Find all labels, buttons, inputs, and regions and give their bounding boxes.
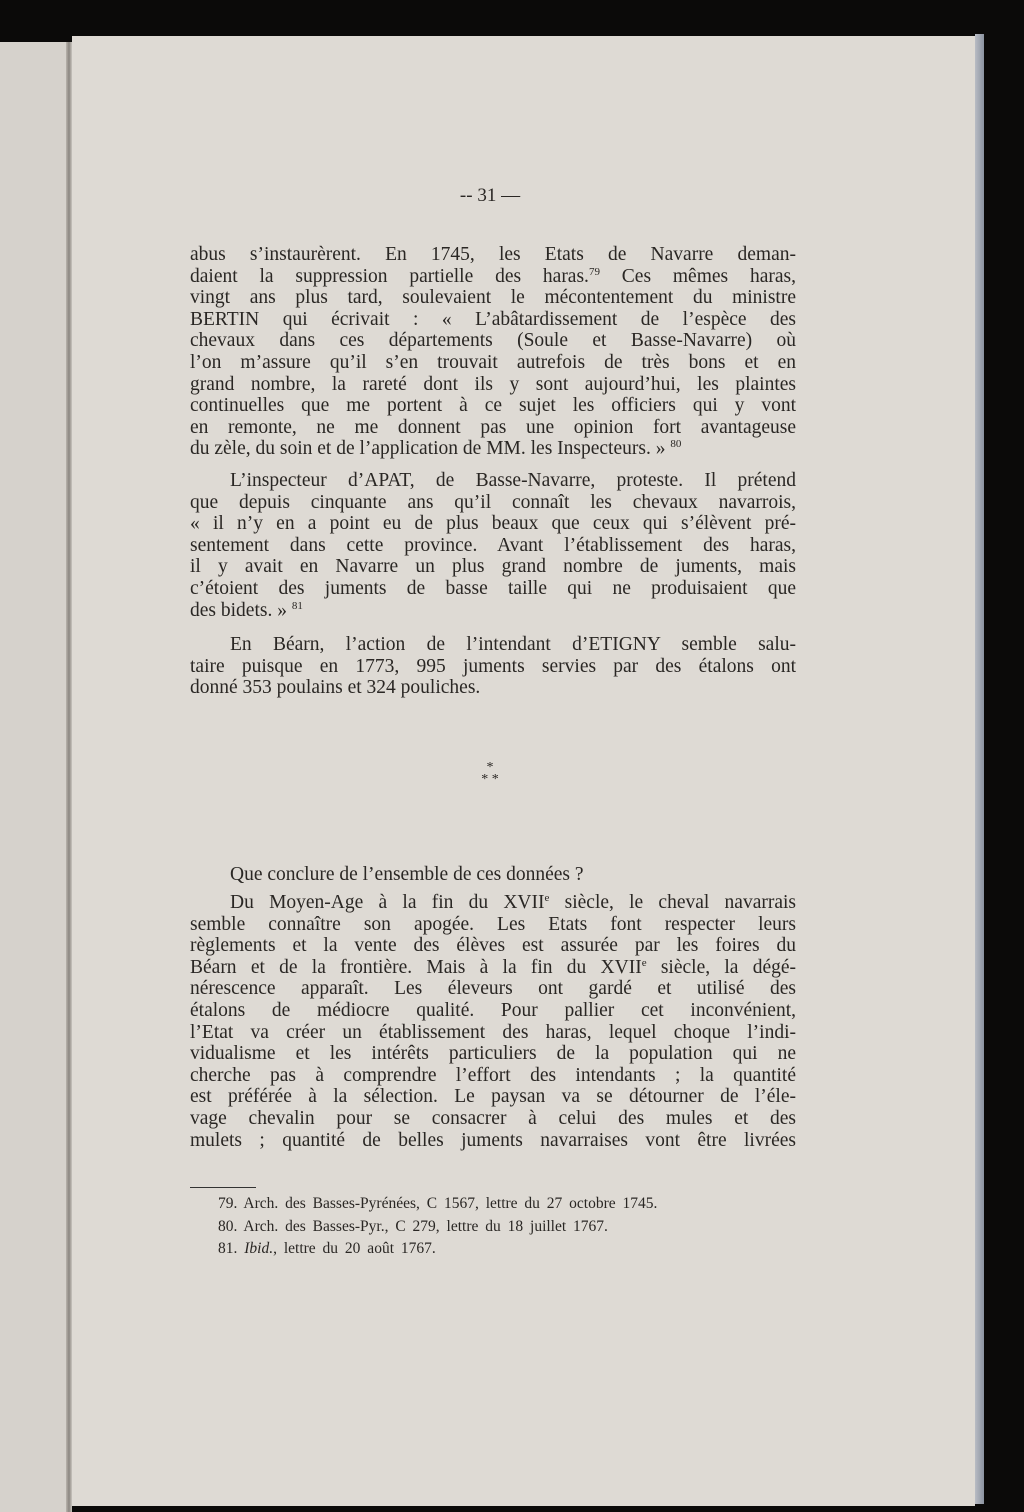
text-segment: daient la suppression partielle des haras. xyxy=(190,265,589,287)
text-segment: l’Etat va créer un établissement des haras, lequel choque l’indi- xyxy=(190,1021,796,1043)
text-segment: des bidets. » xyxy=(190,599,292,621)
text-segment: chevaux dans ces départements (Soule et Basse-Navarre) où xyxy=(190,330,796,352)
text-segment: Ces mêmes haras, xyxy=(599,265,796,287)
text-line xyxy=(190,1022,796,1044)
text-segment: siècle, la dégé- xyxy=(646,956,796,978)
text-line xyxy=(190,417,796,439)
footnote-rule xyxy=(190,1187,256,1188)
text-segment: c’étoient des juments de basse taille qui ne produisaient que xyxy=(190,578,796,599)
page-number: -- 31 — xyxy=(459,185,521,206)
text-segment: taire puisque en 1773, 995 juments servies par des étalons ont xyxy=(190,655,796,677)
text-segment: L’inspecteur d’APAT, de Basse-Navarre, proteste. Il prétend xyxy=(230,470,796,491)
footnote-reference: e xyxy=(641,956,647,969)
footnote xyxy=(218,1239,436,1259)
footnote xyxy=(218,1194,657,1214)
text-segment: continuelles que me portent à ce sujet les officiers qui y vont xyxy=(190,395,796,417)
text-segment: étalons de médiocre qualité. Pour pallier cet inconvénient, xyxy=(190,1000,796,1021)
text-line xyxy=(190,438,796,460)
text-segment: est préférée à la sélection. Le paysan va se détourner de l’éle- xyxy=(190,1086,796,1108)
facing-page xyxy=(0,42,70,1512)
footnote-text: Arch. des Basses-Pyr., C 279, lettre du 18 juillet 1767. xyxy=(243,1217,608,1235)
text-segment: En Béarn, l’action de l’intendant d’ETIGNY semble salu- xyxy=(230,634,796,655)
text-line xyxy=(190,492,796,514)
text-segment: siècle, le cheval navarrais xyxy=(549,892,796,913)
text-line xyxy=(190,556,796,578)
text-segment: BERTIN qui écrivait : « L’abâtardissement de l’espèce des xyxy=(190,308,796,330)
text-segment: règlements et la vente des élèves est assurée par les foires du xyxy=(190,935,796,957)
text-segment: nérescence apparaît. Les éleveurs ont gardé et utilisé des xyxy=(190,978,796,1000)
text-line xyxy=(190,1130,796,1152)
footnote-text: , lettre du 20 août 1767. xyxy=(273,1240,436,1257)
footnote-text: Arch. des Basses-Pyrénées, C 1567, lettre du 27 octobre 1745. xyxy=(243,1195,658,1212)
text-segment: Que conclure de l’ensemble de ces données ? xyxy=(230,864,584,885)
footnote-reference: e xyxy=(544,892,550,904)
section-separator: * * * xyxy=(481,760,499,787)
text-segment: l’on m’assure qu’il s’en trouvait autrefois de très bons et en xyxy=(190,352,796,373)
text-segment: que depuis cinquante ans qu’il connaît les chevaux navarrois, xyxy=(190,491,796,513)
text-line xyxy=(190,1043,796,1065)
footnote-reference: 81 xyxy=(291,599,303,612)
text-line xyxy=(190,1108,796,1130)
text-segment: cherche pas à comprendre l’effort des intendants ; la quantité xyxy=(190,1064,796,1086)
text-line xyxy=(230,470,796,492)
text-line xyxy=(190,677,796,699)
text-segment: semble connaître son apogée. Les Etats font respecter leurs xyxy=(190,913,796,935)
text-line xyxy=(230,634,796,656)
text-segment: sentement dans cette province. Avant l’établissement des haras, xyxy=(190,534,796,556)
footnote-ital: Ibid. xyxy=(244,1240,274,1257)
text-segment: du zèle, du soin et de l’application de MM. les Inspecteurs. » xyxy=(190,438,671,460)
text-segment: vingt ans plus tard, soulevaient le mécontentement du ministre xyxy=(190,287,796,309)
footnote-num: 80. xyxy=(218,1217,244,1235)
text-line xyxy=(190,978,796,1000)
text-line xyxy=(190,957,796,979)
text-line xyxy=(190,1086,796,1108)
text-line xyxy=(190,1000,796,1022)
footnote-num: 79. xyxy=(218,1195,244,1212)
text-segment: Du Moyen-Age à la fin du XVII xyxy=(230,892,545,913)
text-line xyxy=(190,330,796,352)
text-line xyxy=(190,935,796,957)
text-segment: mulets ; quantité de belles juments navarraises vont être livrées xyxy=(190,1129,796,1151)
text-segment: abus s’instaurèrent. En 1745, les Etats de Navarre deman- xyxy=(190,244,796,265)
text-segment: vage chevalin pour se consacrer à celui des mules et des xyxy=(190,1108,796,1129)
footnote-reference: 80 xyxy=(670,438,682,451)
footnote-num: 81. xyxy=(218,1240,245,1257)
text-segment: Béarn et de la frontière. Mais à la fin du XVII xyxy=(190,956,642,978)
text-segment: « il n’y en a point eu de plus beaux que ceux qui s’élèvent pré- xyxy=(190,513,796,535)
text-line xyxy=(190,914,796,936)
page-edge xyxy=(975,34,984,1504)
text-line xyxy=(190,395,796,417)
text-line xyxy=(190,600,796,622)
footnote-reference: 79 xyxy=(588,265,600,278)
text-segment: en remonte, ne me donnent pas une opinion fort avantageuse xyxy=(190,416,796,438)
text-segment: il y avait en Navarre un plus grand nombre de juments, mais xyxy=(190,556,796,578)
text-line xyxy=(230,892,796,914)
text-segment: donné 353 poulains et 324 pouliches. xyxy=(190,677,481,699)
text-line xyxy=(190,266,796,288)
text-line xyxy=(190,656,796,678)
text-line xyxy=(190,374,796,396)
text-line xyxy=(190,535,796,557)
text-segment: vidualisme et les intérêts particuliers de la population qui ne xyxy=(190,1043,796,1065)
text-line xyxy=(190,309,796,331)
footnote xyxy=(218,1217,608,1237)
text-segment: grand nombre, la rareté dont ils y sont aujourd’hui, les plaintes xyxy=(190,373,796,395)
text-line xyxy=(190,287,796,309)
text-line xyxy=(230,864,796,886)
text-line xyxy=(190,513,796,535)
text-line xyxy=(190,244,796,266)
text-line xyxy=(190,352,796,374)
text-line xyxy=(190,578,796,600)
text-line xyxy=(190,1065,796,1087)
